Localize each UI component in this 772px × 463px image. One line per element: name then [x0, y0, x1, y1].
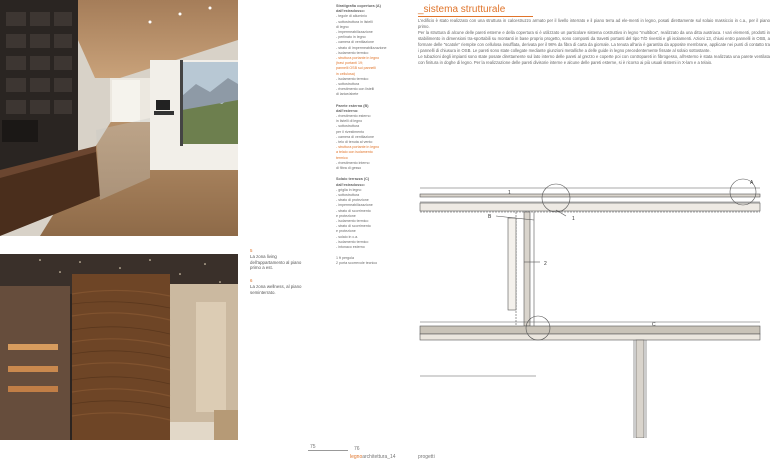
materials-item: - struttura portante in legno	[336, 56, 380, 61]
materials-group-title: dall'estradosso:	[336, 182, 365, 187]
wellness-image	[0, 254, 238, 440]
materials-group-title: Solaio terrazza (C)	[336, 177, 370, 182]
page-number-right: 76	[354, 446, 360, 452]
materials-item: - impermeabilizzazione	[336, 203, 373, 208]
brand-rest: architettura_14	[362, 454, 396, 460]
materials-item: - impermeabilizzazione	[336, 30, 373, 35]
materials-item: in cellulosa)	[336, 71, 355, 76]
section-drawing	[416, 176, 770, 438]
article-paragraph: Le tubazioni degli impianti sono state posate direttamente sul lato interno delle pareti al grezzo e coperte poi con contropareti in fibrogesso, all'esterno è stata realizzata una parete ventilata con finitura in doghe di legno. Per la realizzazione delle pareti divisorie interne e alcune delle pareti esterne, si è ricorso ai più usuali sistemi in X-lam e a telaio.	[418, 54, 770, 65]
label-n2: 2	[544, 261, 547, 267]
materials-item: - strato di protezione	[336, 198, 369, 203]
materials-column	[336, 4, 406, 267]
materials-group	[336, 4, 406, 98]
article-paragraph: Per la struttura di alcune delle pareti esterne e della copertura si è utilizzato un particolare sistema costruttivo in legno "multibox", realizzato da una ditta austriaca. I vari elementi, prodotti in stabilimento in dimensioni tra-sportabili su montanti in base proprio progetto, sono composti da travetti portanti del tipo T/D rivestiti e gli isolamenti. Azioni 13, chiusi entro pannelli in OSB, a formare delle "scatole" riempite con cellulosa insufflata, derivata per il 98% da fibra di carta da giornale. La tenuta all'aria è garantita da apposite membrane, applicate nei punti di contatto tra i pannelli di chiusura in OSB. Le pareti sono state collegate mediante giunzioni metalliche a delle guide in legno precedentemente fissate al solaio sottostante.	[418, 30, 770, 53]
caption-line: dell'appartamento al piano	[250, 259, 302, 265]
label-n1: 1	[572, 216, 575, 222]
legend-item: 1 ft pergola	[336, 256, 354, 261]
label-b: B	[488, 214, 492, 220]
caption-line: primo a est.	[250, 265, 273, 271]
caption-line: La zona living	[250, 253, 277, 259]
materials-item: - rivestimento esterno	[336, 114, 371, 119]
materials-item: - rivestimento interno	[336, 160, 370, 165]
materials-group-title: dall'estradosso:	[336, 9, 365, 14]
materials-item: - isolamento termico	[336, 239, 369, 244]
materials-item: e protezione	[336, 213, 356, 218]
drawing-legend	[336, 256, 406, 266]
materials-item: - rivestimento con listelli	[336, 87, 375, 92]
materials-item: pannelli OSB sui pannelli	[336, 66, 376, 71]
materials-item: - isolamento termico	[336, 218, 369, 223]
article-body	[418, 18, 770, 66]
construction-detail-drawing	[416, 176, 770, 438]
materials-item: a telaio con isolamento	[336, 150, 373, 155]
footer-brand	[350, 454, 396, 460]
section-title: _sistema strutturale	[418, 4, 533, 17]
materials-item: - isolamento termico	[336, 76, 369, 81]
caption-line: La zona wellness, al piano	[250, 283, 302, 289]
caption-wellness	[250, 278, 310, 295]
living-room-image	[0, 0, 238, 236]
materials-item: termico	[336, 155, 348, 160]
materials-item: - isolamento termico	[336, 50, 369, 55]
materials-item: - telo di tenuta al vento	[336, 140, 373, 145]
caption-living	[250, 248, 310, 271]
materials-item: - camera di ventilazione	[336, 40, 374, 45]
materials-item: - tegole di alluminio	[336, 14, 367, 19]
materials-item: in listelli di legno	[336, 119, 363, 124]
materials-group	[336, 177, 406, 250]
materials-item: - strato di scorrimento	[336, 224, 371, 229]
materials-item: - sottostruttura in listelli	[336, 19, 373, 24]
materials-item: - sottostruttura	[336, 82, 360, 87]
caption-number: 6	[250, 278, 253, 283]
materials-group-title: Stratigrafia copertura (A)	[336, 4, 381, 8]
materials-item: - sottostruttura	[336, 124, 360, 129]
materials-item: - griglia in legno	[336, 187, 362, 192]
materials-item: di larice/abete	[336, 92, 359, 97]
materials-item: di legno	[336, 24, 349, 29]
label-a: A	[750, 180, 754, 186]
materials-group-title: Parete esterna (B)	[336, 103, 369, 108]
materials-item: - strato di scorrimento	[336, 208, 371, 213]
photo-living-room	[0, 0, 238, 236]
materials-group	[336, 104, 406, 172]
footer-rule-left	[308, 450, 348, 451]
materials-item: per il rivestimento	[336, 129, 365, 134]
footer-section: progetti	[418, 454, 435, 460]
materials-item: - solaio in c.a.	[336, 234, 359, 239]
materials-item: - camera di ventilazione	[336, 134, 374, 139]
legend-item: 2 porta scorrevole tecnico	[336, 261, 378, 266]
materials-item: e protezione	[336, 229, 356, 234]
materials-group-title: dall'esterno:	[336, 108, 359, 113]
caption-line: seminterrato.	[250, 289, 276, 295]
materials-item: di fibra di gesso	[336, 166, 362, 171]
materials-item: - struttura portante in legno	[336, 145, 380, 150]
brand-lead: legno	[350, 454, 363, 460]
label-1: 1	[508, 190, 511, 196]
photo-wellness	[0, 254, 238, 440]
materials-item: - strato di impermeabilizzazione	[336, 45, 387, 50]
article-paragraph: L'edificio è stato realizzato con una struttura in calcestruzzo armato per il livello interrato e il piano terra ad ele-menti in legno, posati direttamente sul solaio massiccio in c.a., per il piano primo.	[418, 18, 770, 29]
label-c: C	[652, 322, 656, 328]
materials-item: (travi portanti 19;	[336, 61, 363, 66]
materials-item: - sottostruttura	[336, 192, 360, 197]
materials-item: - perlinato in legno	[336, 35, 366, 40]
page-number-left: 75	[310, 444, 316, 450]
materials-item: - intonaco esterno	[336, 244, 365, 249]
caption-number: 5	[250, 248, 253, 253]
